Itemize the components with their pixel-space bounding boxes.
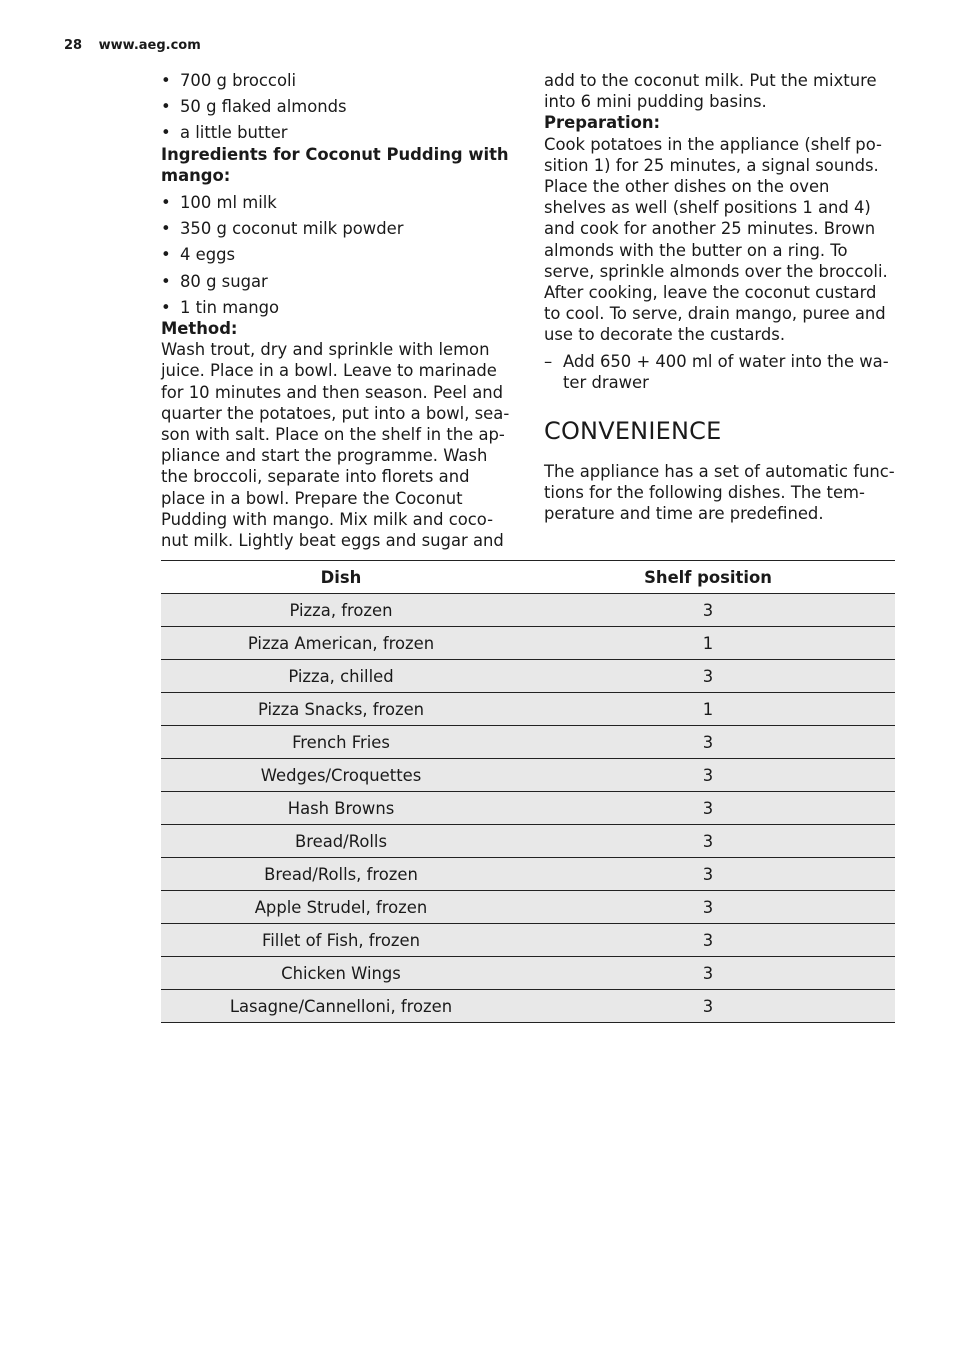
list-item: • 80 g sugar (161, 271, 513, 292)
dish-cell: French Fries (161, 726, 521, 759)
method-text: Wash trout, dry and sprinkle with lemon juice. Place in a bowl. Leave to marinade for 10 minutes and then season. Peel and quarter the potatoes, put into a bowl, sea-son with salt. Place on the shelf in the ap-pliance and start the programme. Wash the broccoli, separate into florets and place in a bowl. Prepare the Coconut Pudding with mango. Mix milk and coco-nut milk. Lightly beat eggs and sugar and (161, 340, 510, 551)
shelf-cell: 3 (521, 957, 895, 990)
dish-cell: Bread/Rolls, frozen (161, 858, 521, 891)
shelf-cell: 3 (521, 660, 895, 693)
website-url: www.aeg.com (98, 38, 201, 53)
table-row (161, 957, 895, 990)
dish-cell: Pizza American, frozen (161, 627, 521, 660)
coconut-ingredient-list (161, 192, 513, 318)
shelf-cell: 1 (521, 693, 895, 726)
table-row (161, 792, 895, 825)
automatic-functions-table (161, 560, 895, 1023)
page-number: 28 (64, 38, 83, 53)
dish-cell: Wedges/Croquettes (161, 759, 521, 792)
shelf-cell: 3 (521, 726, 895, 759)
column-header-shelf-position: Shelf position (521, 561, 895, 594)
shelf-cell: 3 (521, 759, 895, 792)
table-row (161, 825, 895, 858)
table-row (161, 924, 895, 957)
dish-cell: Lasagne/Cannelloni, frozen (161, 990, 521, 1023)
section-intro-text: The appliance has a set of automatic func-tions for the following dishes. The tem-perature and time are predefined. (544, 462, 895, 524)
table-row (161, 726, 895, 759)
water-drawer-step (544, 351, 896, 393)
dish-cell: Chicken Wings (161, 957, 521, 990)
shelf-cell: 3 (521, 594, 895, 627)
page-header (64, 38, 201, 53)
list-item: • 100 ml milk (161, 192, 513, 213)
method-continued-text: add to the coconut milk. Put the mixture into 6 mini pudding basins. (544, 71, 877, 112)
list-item: • 350 g coconut milk powder (161, 218, 513, 239)
table-row (161, 759, 895, 792)
dash-marker: – (544, 351, 553, 371)
broccoli-ingredient-list (161, 70, 513, 144)
table-row (161, 858, 895, 891)
table-row (161, 693, 895, 726)
coconut-ingredients-heading: Ingredients for Coconut Pudding with mango: (161, 144, 509, 185)
table-header-row (161, 561, 895, 594)
right-column (544, 70, 896, 525)
table-row (161, 594, 895, 627)
left-column (161, 70, 513, 551)
dish-cell: Apple Strudel, frozen (161, 891, 521, 924)
table-row (161, 660, 895, 693)
list-item: • 700 g broccoli (161, 70, 513, 91)
water-drawer-text: Add 650 + 400 ml of water into the wa-ter drawer (563, 351, 889, 392)
table-row (161, 891, 895, 924)
shelf-cell: 3 (521, 792, 895, 825)
shelf-cell: 3 (521, 858, 895, 891)
list-item: • 1 tin mango (161, 297, 513, 318)
shelf-cell: 3 (521, 990, 895, 1023)
dish-cell: Pizza, frozen (161, 594, 521, 627)
shelf-cell: 3 (521, 891, 895, 924)
dish-cell: Pizza, chilled (161, 660, 521, 693)
method-heading: Method: (161, 319, 238, 339)
section-title: CONVENIENCE (544, 417, 722, 446)
list-item: • a little butter (161, 122, 513, 143)
list-item: • 4 eggs (161, 244, 513, 265)
dish-cell: Fillet of Fish, frozen (161, 924, 521, 957)
dish-cell: Pizza Snacks, frozen (161, 693, 521, 726)
preparation-text: Cook potatoes in the appliance (shelf po-sition 1) for 25 minutes, a signal sounds. Place the other dishes on the oven shelves as well (shelf positions 1 and 4) and cook for another 25 minutes. Brown almonds with the butter on a ring. To serve, sprinkle almonds over the broccoli. After cooking, leave the coconut custard to cool. To serve, drain mango, puree and use to decorate the custards. (544, 134, 888, 345)
list-item: • 50 g flaked almonds (161, 96, 513, 117)
column-header-dish: Dish (161, 561, 521, 594)
shelf-cell: 1 (521, 627, 895, 660)
preparation-heading: Preparation: (544, 113, 661, 133)
dish-cell: Hash Browns (161, 792, 521, 825)
shelf-cell: 3 (521, 825, 895, 858)
dish-cell: Bread/Rolls (161, 825, 521, 858)
shelf-cell: 3 (521, 924, 895, 957)
table-row (161, 627, 895, 660)
table-row (161, 990, 895, 1023)
